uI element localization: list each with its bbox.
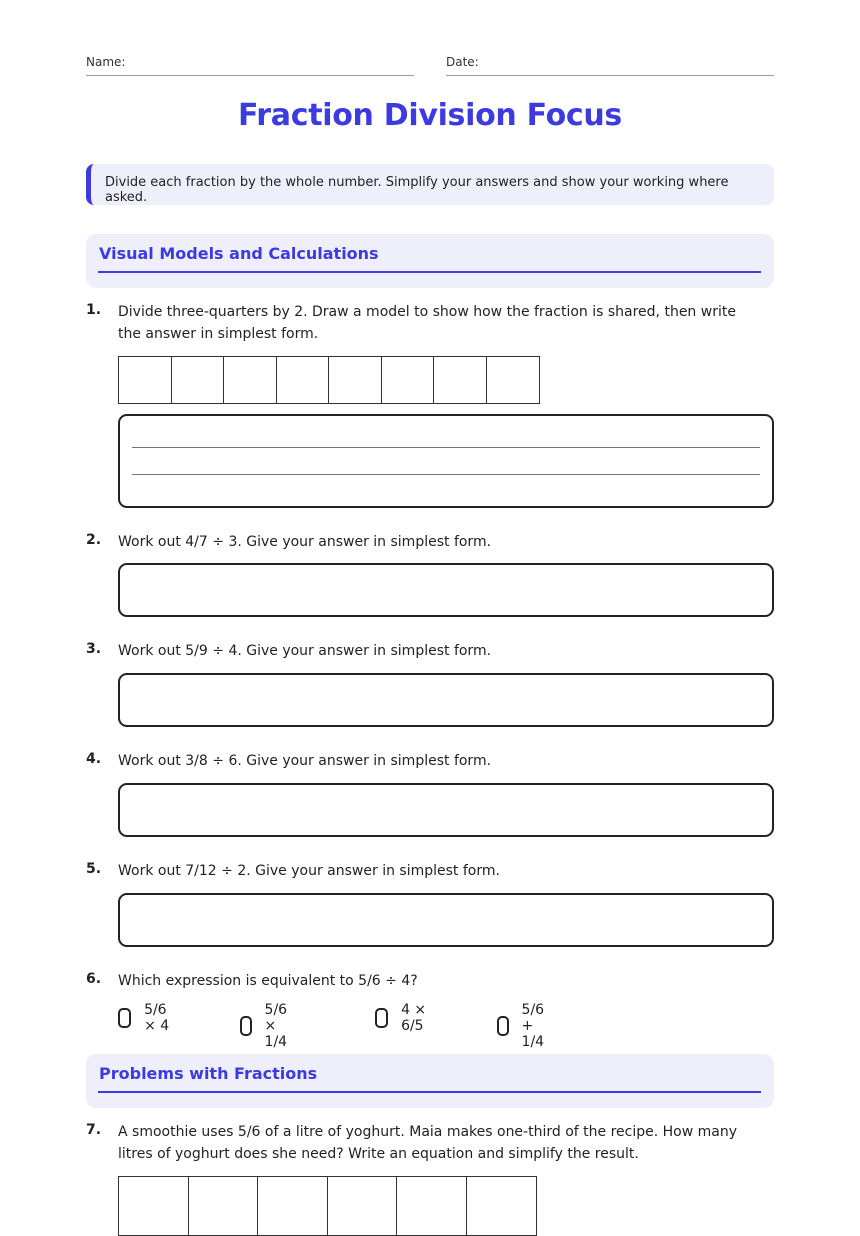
answer-box[interactable] [118, 893, 774, 947]
option-a[interactable] [118, 1002, 174, 1034]
option-d[interactable] [497, 1002, 553, 1050]
section-title: Visual Models and Calculations [99, 244, 379, 263]
grid-cell[interactable] [188, 1176, 259, 1236]
question-number: 1. [86, 302, 102, 318]
date-label: Date: [446, 55, 479, 69]
answer-box[interactable] [118, 563, 774, 617]
grid-cell[interactable] [118, 1176, 189, 1236]
grid-cell[interactable] [381, 356, 435, 404]
grid-cell[interactable] [257, 1176, 328, 1236]
instructions-box: Divide each fraction by the whole number. Simplify your answers and show your working where asked. [86, 164, 774, 205]
date-field[interactable] [446, 54, 774, 76]
section-header-problems [86, 1054, 774, 1108]
option-label: 5/6 + 1/4 [521, 1002, 545, 1050]
question-text: A smoothie uses 5/6 of a litre of yoghurt. Maia makes one-third of the recipe. How many litres of yoghurt does she need? Write an equation and simplify the result. [118, 1124, 737, 1162]
name-label: Name: [86, 55, 126, 69]
question-number: 5. [86, 861, 102, 877]
student-info-row [86, 54, 774, 76]
answer-box[interactable] [118, 783, 774, 837]
fraction-model-grid [118, 356, 540, 404]
grid-cell[interactable] [433, 356, 487, 404]
question-number: 7. [86, 1122, 102, 1138]
question-number: 3. [86, 641, 102, 657]
option-c[interactable] [375, 1002, 431, 1034]
answer-box-lined[interactable] [118, 414, 774, 508]
question-text: Work out 5/9 ÷ 4. Give your answer in simplest form. [118, 643, 492, 659]
grid-cell[interactable] [466, 1176, 537, 1236]
writing-line [132, 474, 760, 475]
grid-cell[interactable] [118, 356, 172, 404]
name-field[interactable] [86, 54, 414, 76]
grid-cell[interactable] [328, 356, 382, 404]
section-title: Problems with Fractions [99, 1064, 318, 1083]
section-divider [98, 271, 761, 273]
option-label: 5/6 × 1/4 [264, 1002, 288, 1050]
grid-cell[interactable] [276, 356, 330, 404]
grid-cell[interactable] [327, 1176, 398, 1236]
option-label: 5/6 × 4 [144, 1002, 170, 1034]
checkbox[interactable] [240, 1016, 252, 1036]
checkbox[interactable] [497, 1016, 509, 1036]
question-text: Work out 3/8 ÷ 6. Give your answer in simplest form. [118, 753, 492, 769]
option-label: 4 × 6/5 [401, 1002, 427, 1034]
fraction-model-grid [118, 1176, 537, 1236]
checkbox[interactable] [375, 1008, 388, 1028]
question-text: Divide three-quarters by 2. Draw a model to show how the fraction is shared, then write the answer in simplest form. [118, 304, 736, 342]
question-number: 4. [86, 751, 102, 767]
section-divider [98, 1091, 761, 1093]
question-number: 6. [86, 971, 102, 987]
grid-cell[interactable] [396, 1176, 467, 1236]
grid-cell[interactable] [486, 356, 540, 404]
section-header-visual-models [86, 234, 774, 288]
question-text: Which expression is equivalent to 5/6 ÷ 4? [118, 973, 418, 989]
question-text: Work out 7/12 ÷ 2. Give your answer in simplest form. [118, 863, 500, 879]
question-text: Work out 4/7 ÷ 3. Give your answer in simplest form. [118, 534, 492, 550]
checkbox[interactable] [118, 1008, 131, 1028]
answer-box[interactable] [118, 673, 774, 727]
worksheet-title: Fraction Division Focus [238, 98, 622, 133]
writing-line [132, 447, 760, 448]
grid-cell[interactable] [223, 356, 277, 404]
grid-cell[interactable] [171, 356, 225, 404]
question-number: 2. [86, 532, 102, 548]
option-b[interactable] [240, 1002, 296, 1050]
